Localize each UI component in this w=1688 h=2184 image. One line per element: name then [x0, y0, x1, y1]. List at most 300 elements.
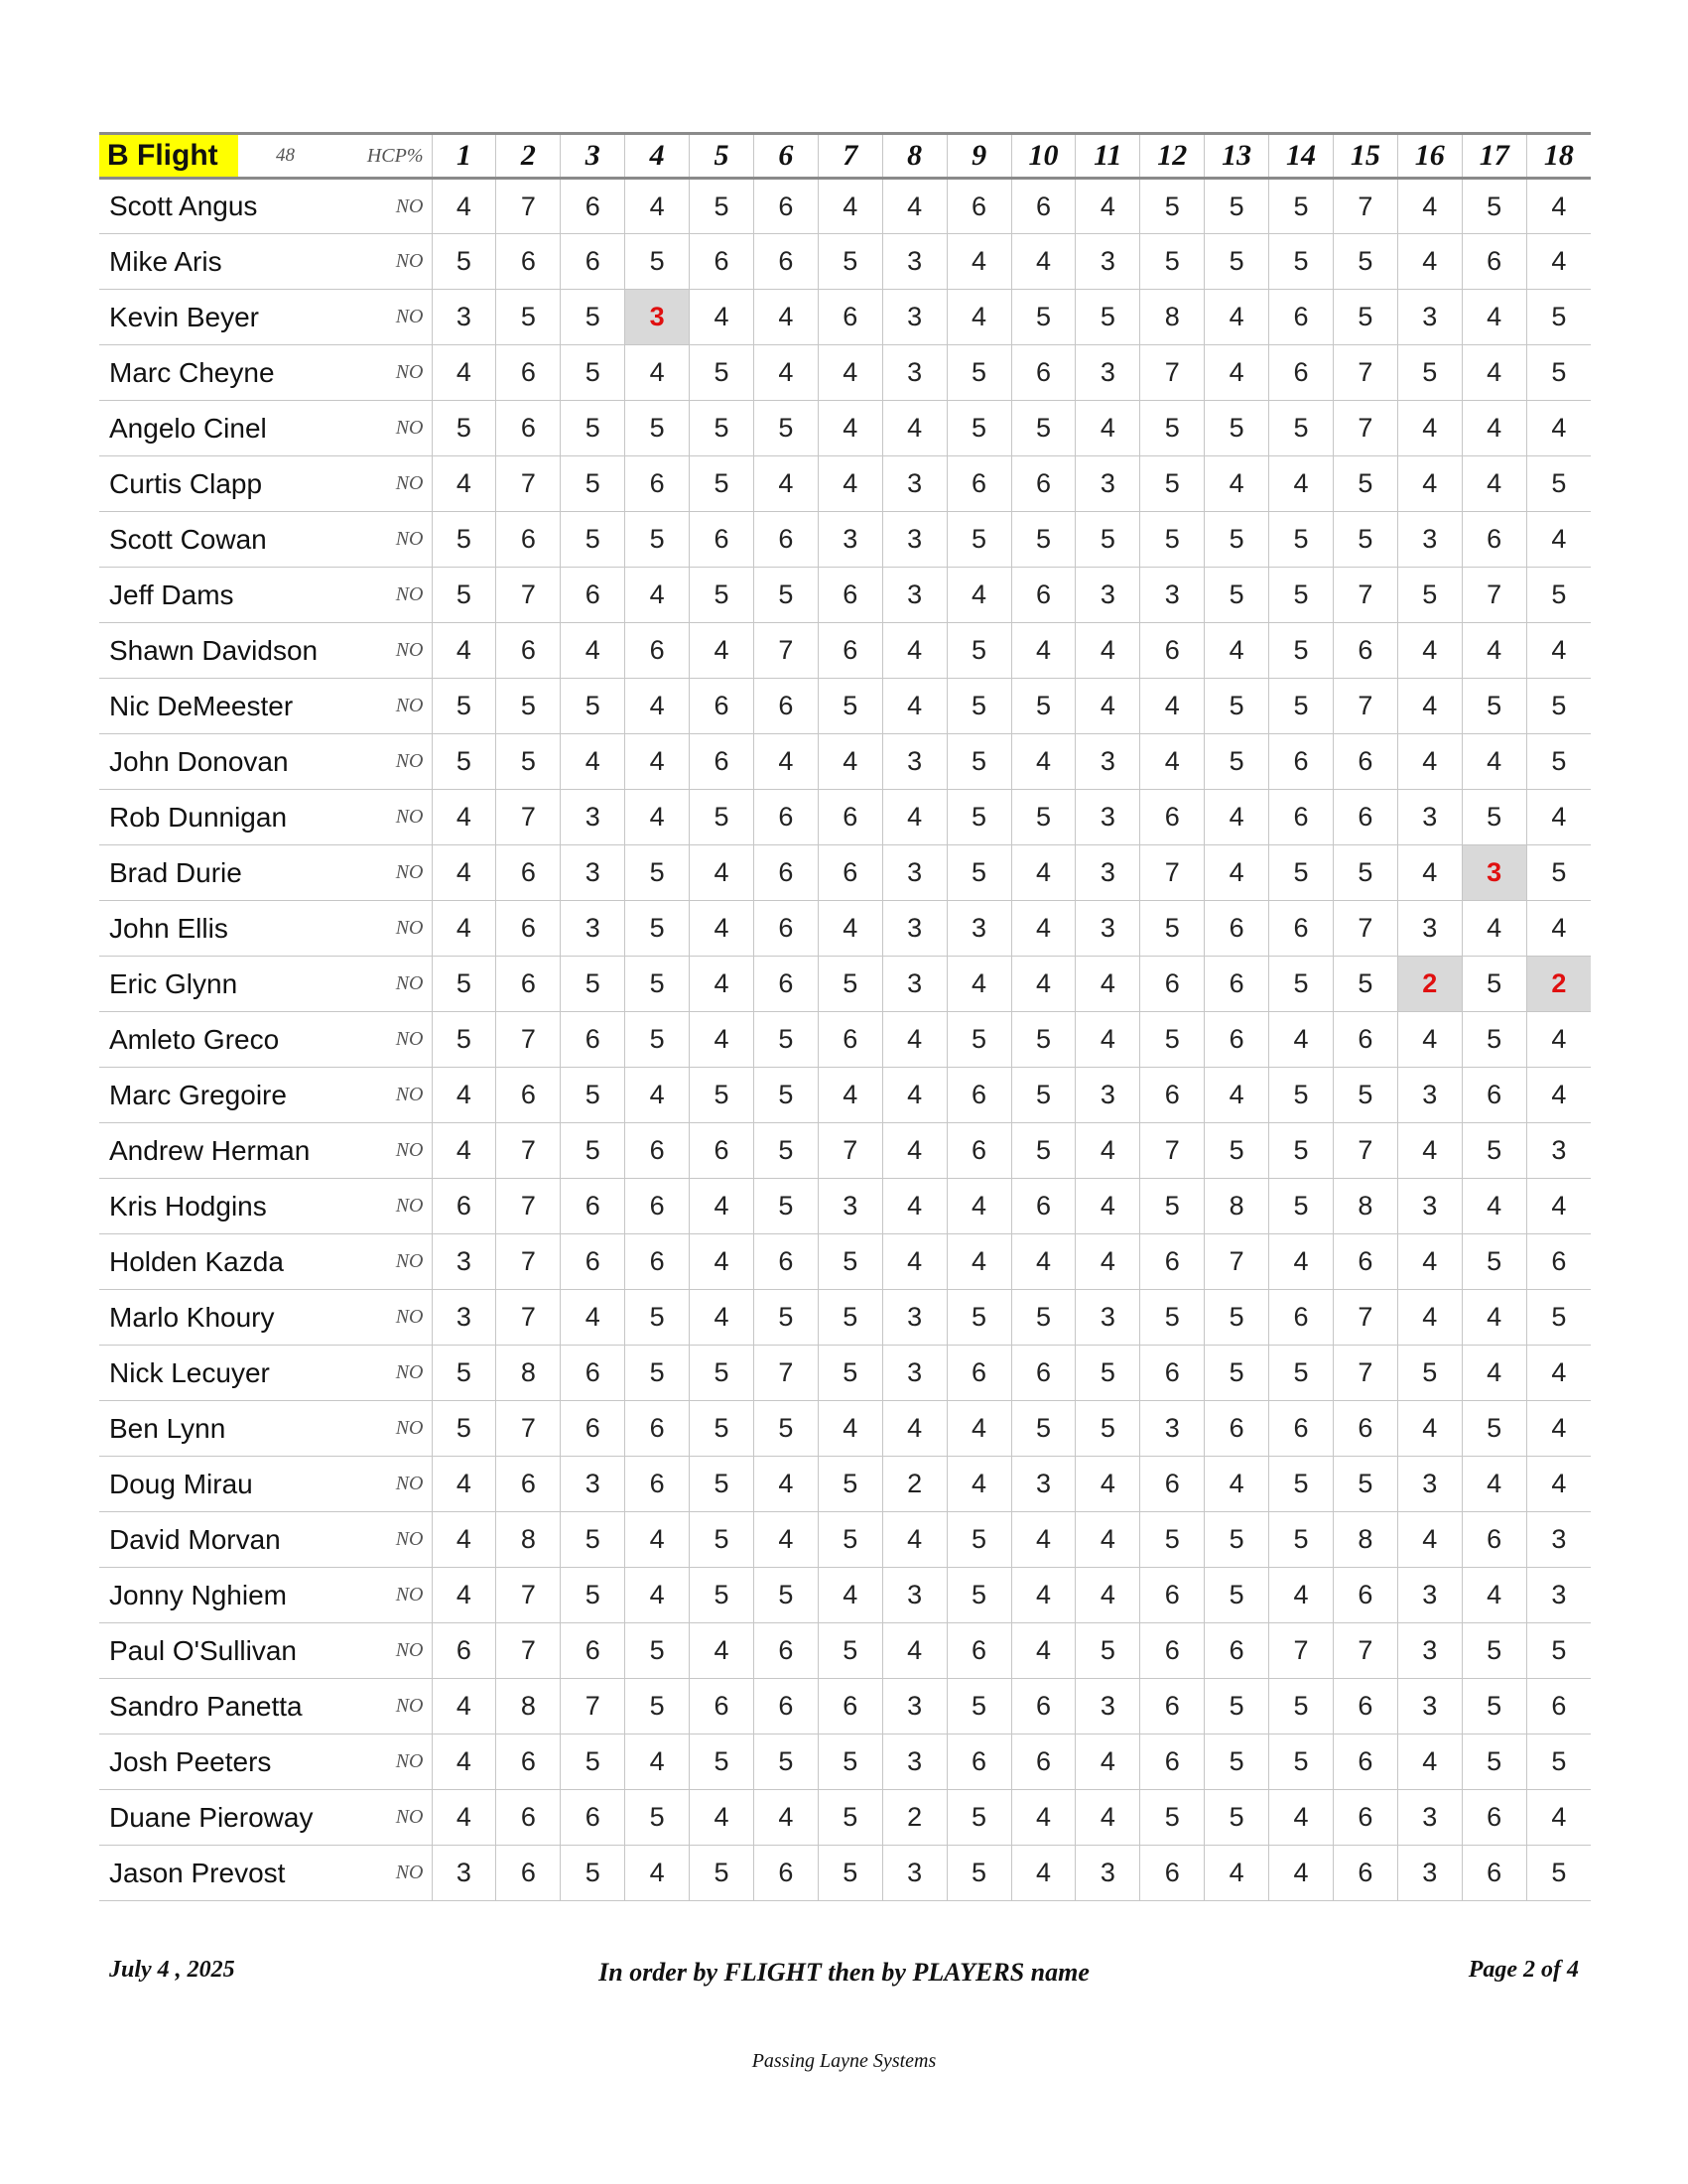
score-cell: 7	[561, 1679, 625, 1734]
player-hcp: NO	[337, 345, 432, 401]
player-hcp: NO	[337, 1790, 432, 1846]
score-cell: 6	[496, 845, 561, 901]
player-hcp: NO	[337, 1734, 432, 1790]
score-cell: 4	[882, 1512, 947, 1568]
score-cell: 5	[1269, 1734, 1334, 1790]
score-cell: 3	[1076, 845, 1140, 901]
score-cell: 5	[947, 845, 1011, 901]
score-cell: 7	[753, 623, 818, 679]
highlighted-score-cell: 2	[1526, 957, 1591, 1012]
score-cell: 6	[432, 1179, 496, 1234]
player-hcp: NO	[337, 1123, 432, 1179]
score-cell: 5	[1076, 1401, 1140, 1457]
score-cell: 5	[1205, 1734, 1269, 1790]
player-row	[99, 1123, 1591, 1179]
score-cell: 3	[1397, 1679, 1462, 1734]
score-cell: 6	[1333, 623, 1397, 679]
score-cell: 4	[432, 623, 496, 679]
player-name: Kevin Beyer	[99, 290, 337, 345]
score-cell: 4	[1076, 1234, 1140, 1290]
player-hcp: NO	[337, 901, 432, 957]
score-cell: 3	[561, 901, 625, 957]
score-cell: 6	[1011, 1734, 1076, 1790]
score-cell: 5	[1462, 1623, 1526, 1679]
score-cell: 5	[1205, 679, 1269, 734]
score-cell: 5	[1526, 845, 1591, 901]
score-cell: 3	[432, 290, 496, 345]
score-cell: 5	[1462, 1012, 1526, 1068]
player-row	[99, 1734, 1591, 1790]
player-name: Sandro Panetta	[99, 1679, 337, 1734]
footer-page-number: Page 2 of 4	[1468, 1957, 1579, 1983]
score-cell: 5	[1526, 734, 1591, 790]
score-cell: 4	[818, 734, 882, 790]
score-cell: 4	[1462, 734, 1526, 790]
score-cell: 4	[432, 1679, 496, 1734]
score-cell: 4	[1011, 1846, 1076, 1901]
score-cell: 6	[625, 623, 690, 679]
score-cell: 5	[561, 1068, 625, 1123]
score-cell: 5	[432, 679, 496, 734]
score-cell: 7	[818, 1123, 882, 1179]
score-cell: 4	[1397, 179, 1462, 234]
score-cell: 3	[1397, 1179, 1462, 1234]
score-cell: 5	[1526, 568, 1591, 623]
score-cell: 3	[882, 734, 947, 790]
score-cell: 5	[1011, 1290, 1076, 1346]
score-cell: 7	[1140, 1123, 1205, 1179]
score-cell: 6	[1140, 1623, 1205, 1679]
player-row	[99, 734, 1591, 790]
hole-header: 7	[818, 134, 882, 179]
score-cell: 3	[1076, 456, 1140, 512]
score-cell: 5	[625, 901, 690, 957]
score-cell: 6	[1140, 1568, 1205, 1623]
score-cell: 5	[561, 456, 625, 512]
score-cell: 4	[753, 345, 818, 401]
player-row	[99, 179, 1591, 234]
player-hcp: NO	[337, 734, 432, 790]
score-cell: 5	[947, 734, 1011, 790]
score-cell: 4	[1205, 290, 1269, 345]
player-name: Jonny Nghiem	[99, 1568, 337, 1623]
player-name: Scott Angus	[99, 179, 337, 234]
score-cell: 4	[625, 345, 690, 401]
score-cell: 6	[1462, 1512, 1526, 1568]
score-cell: 5	[947, 1012, 1011, 1068]
score-cell: 3	[1076, 734, 1140, 790]
score-cell: 4	[1140, 679, 1205, 734]
score-cell: 4	[882, 679, 947, 734]
score-cell: 4	[1205, 456, 1269, 512]
score-cell: 6	[625, 1457, 690, 1512]
score-cell: 6	[496, 401, 561, 456]
score-cell: 6	[496, 1068, 561, 1123]
score-cell: 6	[818, 623, 882, 679]
score-cell: 5	[1205, 179, 1269, 234]
score-cell: 4	[1397, 734, 1462, 790]
score-cell: 5	[1205, 1512, 1269, 1568]
player-name: Shawn Davidson	[99, 623, 337, 679]
score-cell: 6	[496, 1457, 561, 1512]
score-cell: 5	[690, 1068, 754, 1123]
score-cell: 7	[1140, 845, 1205, 901]
score-cell: 3	[818, 512, 882, 568]
score-cell: 5	[1011, 512, 1076, 568]
score-cell: 4	[1205, 623, 1269, 679]
score-cell: 5	[1526, 679, 1591, 734]
player-name: Rob Dunnigan	[99, 790, 337, 845]
score-cell: 4	[1269, 456, 1334, 512]
score-cell: 4	[818, 1401, 882, 1457]
score-cell: 6	[947, 1734, 1011, 1790]
player-name: Marlo Khoury	[99, 1290, 337, 1346]
score-cell: 5	[1269, 679, 1334, 734]
score-cell: 6	[947, 179, 1011, 234]
score-cell: 4	[1269, 1012, 1334, 1068]
player-row	[99, 679, 1591, 734]
score-cell: 5	[1076, 1623, 1140, 1679]
highlighted-score-cell: 3	[1462, 845, 1526, 901]
score-cell: 6	[1526, 1679, 1591, 1734]
score-cell: 6	[1140, 1734, 1205, 1790]
player-hcp: NO	[337, 845, 432, 901]
score-cell: 6	[1333, 790, 1397, 845]
score-cell: 4	[753, 456, 818, 512]
player-hcp: NO	[337, 1234, 432, 1290]
score-cell: 4	[1462, 1568, 1526, 1623]
score-cell: 6	[947, 1623, 1011, 1679]
score-cell: 5	[1269, 512, 1334, 568]
score-cell: 6	[496, 623, 561, 679]
score-cell: 6	[753, 1623, 818, 1679]
score-cell: 5	[1011, 401, 1076, 456]
score-cell: 5	[1269, 1068, 1334, 1123]
score-cell: 7	[1333, 1623, 1397, 1679]
score-cell: 3	[882, 456, 947, 512]
score-cell: 4	[1205, 1068, 1269, 1123]
score-cell: 4	[1462, 1346, 1526, 1401]
score-cell: 4	[625, 1846, 690, 1901]
score-cell: 5	[625, 1290, 690, 1346]
score-cell: 5	[561, 1846, 625, 1901]
score-cell: 6	[753, 845, 818, 901]
score-cell: 5	[818, 679, 882, 734]
score-cell: 3	[1397, 1846, 1462, 1901]
score-cell: 5	[690, 1346, 754, 1401]
score-cell: 5	[947, 345, 1011, 401]
player-hcp: NO	[337, 179, 432, 234]
score-cell: 4	[882, 1068, 947, 1123]
score-cell: 5	[625, 401, 690, 456]
score-cell: 3	[882, 512, 947, 568]
score-cell: 5	[1526, 456, 1591, 512]
score-cell: 5	[1333, 290, 1397, 345]
score-cell: 7	[496, 456, 561, 512]
score-cell: 5	[1269, 957, 1334, 1012]
score-cell: 4	[1526, 623, 1591, 679]
score-cell: 4	[882, 1623, 947, 1679]
score-cell: 6	[625, 1179, 690, 1234]
score-cell: 4	[1462, 1179, 1526, 1234]
score-cell: 5	[1011, 1012, 1076, 1068]
score-cell: 4	[1011, 1512, 1076, 1568]
score-cell: 5	[432, 1012, 496, 1068]
player-row	[99, 623, 1591, 679]
score-cell: 4	[1397, 623, 1462, 679]
score-cell: 5	[1333, 512, 1397, 568]
score-cell: 6	[947, 456, 1011, 512]
score-cell: 4	[818, 1068, 882, 1123]
score-cell: 6	[1140, 1346, 1205, 1401]
footer-order-note: In order by FLIGHT then by PLAYERS name	[598, 1958, 1090, 1987]
score-cell: 5	[432, 1401, 496, 1457]
score-cell: 5	[1269, 1512, 1334, 1568]
hole-header: 1	[432, 134, 496, 179]
score-cell: 3	[882, 1679, 947, 1734]
score-cell: 4	[1462, 1290, 1526, 1346]
score-cell: 6	[818, 290, 882, 345]
score-cell: 5	[1205, 1679, 1269, 1734]
score-cell: 4	[753, 734, 818, 790]
score-cell: 4	[1526, 234, 1591, 290]
score-cell: 5	[432, 734, 496, 790]
score-cell: 5	[1397, 1346, 1462, 1401]
score-cell: 3	[882, 845, 947, 901]
score-cell: 6	[1140, 1679, 1205, 1734]
hole-header: 15	[1333, 134, 1397, 179]
score-cell: 5	[625, 957, 690, 1012]
score-cell: 6	[753, 901, 818, 957]
score-cell: 4	[1076, 1568, 1140, 1623]
score-cell: 6	[625, 1234, 690, 1290]
score-cell: 5	[690, 568, 754, 623]
score-cell: 5	[1462, 1123, 1526, 1179]
score-cell: 5	[1011, 790, 1076, 845]
score-cell: 4	[1526, 901, 1591, 957]
score-cell: 6	[690, 1679, 754, 1734]
hole-header: 8	[882, 134, 947, 179]
score-cell: 6	[496, 345, 561, 401]
player-name: John Ellis	[99, 901, 337, 957]
score-cell: 4	[561, 1290, 625, 1346]
score-cell: 4	[1076, 679, 1140, 734]
score-cell: 4	[432, 1123, 496, 1179]
score-cell: 4	[1076, 1512, 1140, 1568]
player-row	[99, 401, 1591, 456]
score-cell: 3	[818, 1179, 882, 1234]
score-cell: 4	[1526, 1401, 1591, 1457]
score-cell: 5	[1269, 1457, 1334, 1512]
player-row	[99, 1568, 1591, 1623]
score-cell: 6	[625, 456, 690, 512]
score-cell: 3	[1397, 901, 1462, 957]
score-cell: 8	[1140, 290, 1205, 345]
score-cell: 3	[882, 1346, 947, 1401]
score-cell: 4	[1076, 1123, 1140, 1179]
score-cell: 5	[1205, 1790, 1269, 1846]
score-cell: 4	[1011, 957, 1076, 1012]
score-cell: 5	[1205, 1346, 1269, 1401]
player-hcp: NO	[337, 456, 432, 512]
player-name: Marc Cheyne	[99, 345, 337, 401]
score-cell: 4	[1526, 401, 1591, 456]
score-cell: 6	[1333, 1790, 1397, 1846]
score-cell: 4	[1076, 401, 1140, 456]
score-cell: 4	[690, 290, 754, 345]
score-cell: 3	[1076, 790, 1140, 845]
score-cell: 4	[690, 901, 754, 957]
score-cell: 6	[561, 1623, 625, 1679]
score-cell: 3	[561, 790, 625, 845]
score-cell: 6	[818, 790, 882, 845]
score-cell: 4	[1076, 623, 1140, 679]
score-cell: 3	[561, 1457, 625, 1512]
score-cell: 4	[882, 401, 947, 456]
score-cell: 5	[1269, 1346, 1334, 1401]
player-name: Jeff Dams	[99, 568, 337, 623]
score-cell: 6	[561, 1234, 625, 1290]
hole-header: 10	[1011, 134, 1076, 179]
score-cell: 4	[1397, 1512, 1462, 1568]
score-cell: 5	[1076, 1346, 1140, 1401]
score-cell: 6	[561, 1346, 625, 1401]
score-cell: 2	[882, 1790, 947, 1846]
score-cell: 5	[1462, 1734, 1526, 1790]
score-cell: 5	[1011, 1123, 1076, 1179]
player-row	[99, 290, 1591, 345]
score-cell: 6	[690, 734, 754, 790]
score-cell: 4	[1076, 1457, 1140, 1512]
score-cell: 6	[561, 568, 625, 623]
score-cell: 8	[1205, 1179, 1269, 1234]
score-cell: 5	[1333, 1068, 1397, 1123]
score-cell: 4	[561, 623, 625, 679]
score-cell: 3	[882, 1846, 947, 1901]
score-cell: 6	[1140, 623, 1205, 679]
score-cell: 6	[1333, 1679, 1397, 1734]
score-cell: 7	[1333, 1290, 1397, 1346]
score-cell: 5	[753, 1123, 818, 1179]
score-cell: 5	[1140, 1512, 1205, 1568]
score-cell: 5	[1462, 179, 1526, 234]
score-cell: 5	[625, 1346, 690, 1401]
player-row	[99, 512, 1591, 568]
score-cell: 4	[882, 1012, 947, 1068]
score-cell: 6	[1333, 1234, 1397, 1290]
score-cell: 5	[947, 679, 1011, 734]
score-cell: 3	[1076, 568, 1140, 623]
score-cell: 4	[432, 1512, 496, 1568]
score-cell: 6	[947, 1068, 1011, 1123]
score-cell: 5	[1333, 1457, 1397, 1512]
player-row	[99, 1846, 1591, 1901]
score-cell: 4	[432, 345, 496, 401]
score-cell: 4	[1526, 1012, 1591, 1068]
score-cell: 6	[1140, 1234, 1205, 1290]
hole-header: 2	[496, 134, 561, 179]
score-cell: 4	[1076, 1012, 1140, 1068]
score-cell: 6	[1269, 1401, 1334, 1457]
score-cell: 4	[432, 845, 496, 901]
score-cell: 6	[753, 790, 818, 845]
score-cell: 6	[1205, 957, 1269, 1012]
score-cell: 4	[432, 1734, 496, 1790]
score-cell: 4	[753, 1512, 818, 1568]
score-cell: 6	[1011, 1346, 1076, 1401]
score-cell: 4	[432, 179, 496, 234]
player-row	[99, 456, 1591, 512]
score-cell: 4	[1205, 1846, 1269, 1901]
score-cell: 5	[690, 790, 754, 845]
score-cell: 5	[1269, 845, 1334, 901]
player-hcp: NO	[337, 790, 432, 845]
score-cell: 6	[947, 1346, 1011, 1401]
player-hcp: NO	[337, 1012, 432, 1068]
score-cell: 5	[1462, 1401, 1526, 1457]
score-cell: 3	[1526, 1568, 1591, 1623]
score-cell: 3	[882, 957, 947, 1012]
score-cell: 6	[496, 1846, 561, 1901]
score-cell: 5	[947, 1790, 1011, 1846]
score-cell: 4	[1011, 1790, 1076, 1846]
score-cell: 5	[1205, 234, 1269, 290]
score-cell: 6	[1333, 1012, 1397, 1068]
score-cell: 8	[496, 1679, 561, 1734]
score-cell: 5	[818, 957, 882, 1012]
score-cell: 6	[753, 957, 818, 1012]
score-cell: 5	[1205, 734, 1269, 790]
score-cell: 4	[1076, 1734, 1140, 1790]
player-name: Holden Kazda	[99, 1234, 337, 1290]
score-cell: 6	[690, 679, 754, 734]
score-cell: 4	[1011, 234, 1076, 290]
score-cell: 5	[1205, 568, 1269, 623]
score-cell: 5	[947, 1679, 1011, 1734]
score-cell: 6	[753, 1679, 818, 1734]
score-cell: 4	[1526, 1790, 1591, 1846]
score-cell: 6	[561, 234, 625, 290]
score-cell: 6	[561, 1179, 625, 1234]
player-row	[99, 1290, 1591, 1346]
score-cell: 5	[1397, 345, 1462, 401]
player-row	[99, 1012, 1591, 1068]
score-cell: 5	[818, 1346, 882, 1401]
score-cell: 4	[1397, 234, 1462, 290]
score-cell: 4	[818, 456, 882, 512]
player-row	[99, 345, 1591, 401]
score-cell: 5	[818, 1846, 882, 1901]
score-cell: 4	[1076, 179, 1140, 234]
score-cell: 5	[753, 1179, 818, 1234]
score-cell: 5	[1269, 1123, 1334, 1179]
score-cell: 6	[1011, 1179, 1076, 1234]
score-cell: 4	[1205, 1457, 1269, 1512]
score-cell: 4	[1462, 1457, 1526, 1512]
score-cell: 6	[753, 512, 818, 568]
player-hcp: NO	[337, 1401, 432, 1457]
score-cell: 5	[1140, 401, 1205, 456]
score-cell: 5	[561, 345, 625, 401]
score-cell: 7	[1333, 901, 1397, 957]
hole-header: 11	[1076, 134, 1140, 179]
player-hcp: NO	[337, 1512, 432, 1568]
hole-header: 5	[690, 134, 754, 179]
score-cell: 4	[1397, 845, 1462, 901]
score-cell: 5	[753, 401, 818, 456]
score-cell: 4	[818, 1568, 882, 1623]
score-cell: 7	[496, 1623, 561, 1679]
